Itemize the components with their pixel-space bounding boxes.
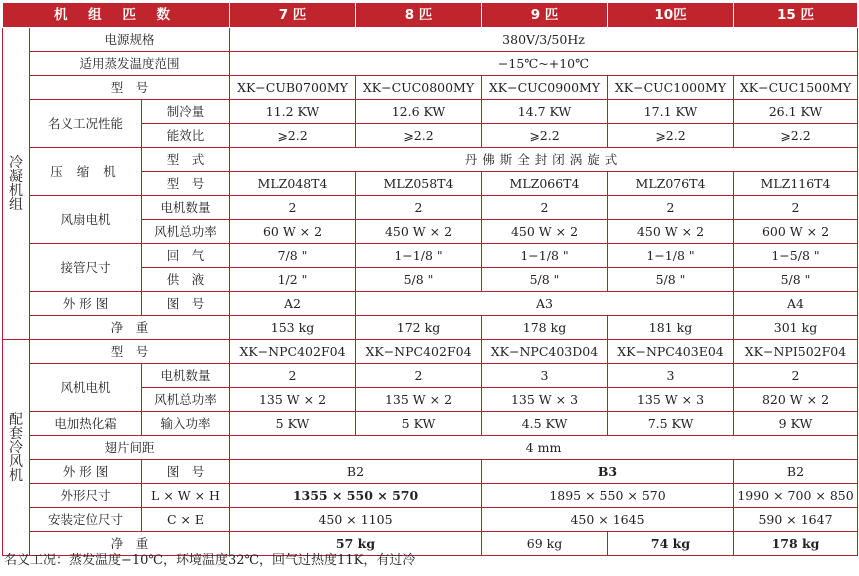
cooling-capacity-cell: 14.7 KW: [482, 100, 608, 124]
cooler-model-label: 型 号: [30, 340, 230, 364]
net-weight-label: 净 重: [30, 316, 230, 340]
input-power-cell: 4.5 KW: [482, 412, 608, 436]
mounting-unit: C × E: [142, 508, 230, 532]
net-weight-cell: 181 kg: [608, 316, 734, 340]
unit-cooler-category: [3, 340, 30, 556]
dimensions-cell: 1990 × 700 × 850: [734, 484, 858, 508]
unit-model-cell: XK−CUC0900MY: [482, 76, 608, 100]
cooler-model-cell: XK−NPC402F04: [356, 340, 482, 364]
compressor-type-value: 丹佛斯全封闭涡旋式: [230, 148, 858, 172]
cooler-weight-cell: 69 kg: [482, 532, 608, 556]
power-value: 380V/3/50Hz: [230, 28, 858, 52]
cooler-drawing-cell: B2: [230, 460, 482, 484]
table-row: [3, 148, 858, 172]
cooling-capacity-cell: 12.6 KW: [356, 100, 482, 124]
input-power-cell: 7.5 KW: [608, 412, 734, 436]
header-col-7hp: 7 匹: [230, 3, 356, 28]
cooler-drawing-cell: B2: [734, 460, 858, 484]
cooling-capacity-cell: 17.1 KW: [608, 100, 734, 124]
eer-cell: ⩾2.2: [734, 124, 858, 148]
cooler-model-cell: XK−NPC402F04: [230, 340, 356, 364]
input-power-cell: 5 KW: [356, 412, 482, 436]
unit-model-cell: XK−CUC0800MY: [356, 76, 482, 100]
header-col-9hp: 9 匹: [482, 3, 608, 28]
fan-power-cell: 450 W × 2: [608, 220, 734, 244]
table-row: [3, 436, 858, 460]
dimensions-unit: L × W × H: [142, 484, 230, 508]
category-char: 配: [9, 411, 23, 428]
header-col-10hp: 10匹: [608, 3, 734, 28]
cooler-fan-power-cell: 135 W × 2: [356, 388, 482, 412]
fan-count-label: 电机数量: [142, 196, 230, 220]
liquid-supply-cell: 5/8 ": [356, 268, 482, 292]
cooler-model-cell: XK−NPC403E04: [608, 340, 734, 364]
cooler-fan-count-cell: 2: [356, 364, 482, 388]
return-gas-cell: 1−1/8 ": [482, 244, 608, 268]
fan-motor-label: 风扇电机: [30, 196, 142, 244]
liquid-supply-label: 供 液: [142, 268, 230, 292]
cooler-fan-power-cell: 135 W × 3: [608, 388, 734, 412]
compressor-model-cell: MLZ058T4: [356, 172, 482, 196]
eer-cell: ⩾2.2: [608, 124, 734, 148]
header-unit-label: 机 组 匹 数: [3, 3, 230, 28]
compressor-model-label: 型 号: [142, 172, 230, 196]
net-weight-cell: 172 kg: [356, 316, 482, 340]
net-weight-cell: 178 kg: [482, 316, 608, 340]
cooler-fan-count-label: 电机数量: [142, 364, 230, 388]
return-gas-cell: 1−1/8 ": [356, 244, 482, 268]
liquid-supply-cell: 1/2 ": [230, 268, 356, 292]
return-gas-cell: 1−1/8 ": [608, 244, 734, 268]
compressor-model-cell: MLZ066T4: [482, 172, 608, 196]
category-char: 冷: [9, 154, 23, 171]
category-char: 机: [9, 182, 23, 199]
pipe-size-label: 接管尺寸: [30, 244, 142, 292]
table-row: [3, 28, 858, 52]
cooler-weight-cell: 178 kg: [734, 532, 858, 556]
unit-model-cell: XK−CUC1000MY: [608, 76, 734, 100]
eer-cell: ⩾2.2: [230, 124, 356, 148]
table-row: [3, 340, 858, 364]
compressor-type-label: 型 式: [142, 148, 230, 172]
cooler-weight-label: 净 重: [30, 532, 230, 556]
cooler-drawing-no-label: 图 号: [142, 460, 230, 484]
return-gas-cell: 1−5/8 ": [734, 244, 858, 268]
fan-count-cell: 2: [608, 196, 734, 220]
compressor-label: 压 缩 机: [30, 148, 142, 196]
fan-power-cell: 450 W × 2: [356, 220, 482, 244]
fan-count-cell: 2: [230, 196, 356, 220]
table-row: [3, 316, 858, 340]
fan-power-cell: 60 W × 2: [230, 220, 356, 244]
cooler-fan-count-cell: 2: [734, 364, 858, 388]
table-row: [3, 292, 858, 316]
rated-performance-label: 名义工况性能: [30, 100, 142, 148]
fin-spacing-value: 4 mm: [230, 436, 858, 460]
header-col-8hp: 8 匹: [356, 3, 482, 28]
cooling-capacity-cell: 11.2 KW: [230, 100, 356, 124]
fan-power-label: 风机总功率: [142, 220, 230, 244]
fan-count-cell: 2: [356, 196, 482, 220]
cooler-weight-cell: 57 kg: [230, 532, 482, 556]
compressor-model-cell: MLZ116T4: [734, 172, 858, 196]
table-row: [3, 412, 858, 436]
header-row: [3, 3, 858, 28]
eer-cell: ⩾2.2: [356, 124, 482, 148]
liquid-supply-cell: 5/8 ": [734, 268, 858, 292]
input-power-cell: 9 KW: [734, 412, 858, 436]
cooler-fan-count-cell: 3: [482, 364, 608, 388]
drawing-no-label: 图 号: [142, 292, 230, 316]
dimensions-cell: 1355 × 550 × 570: [230, 484, 482, 508]
drawing-no-cell: A3: [356, 292, 734, 316]
table-row: [3, 244, 858, 268]
drawing-no-cell: A2: [230, 292, 356, 316]
return-gas-cell: 7/8 ": [230, 244, 356, 268]
table-row: [3, 508, 858, 532]
compressor-model-cell: MLZ048T4: [230, 172, 356, 196]
mounting-cell: 450 × 1105: [230, 508, 482, 532]
fan-count-cell: 2: [482, 196, 608, 220]
liquid-supply-cell: 5/8 ": [608, 268, 734, 292]
fan-power-cell: 450 W × 2: [482, 220, 608, 244]
input-power-cell: 5 KW: [230, 412, 356, 436]
defrost-heater-label: 电加热化霜: [30, 412, 142, 436]
table-row: [3, 364, 858, 388]
mounting-cell: 450 × 1645: [482, 508, 734, 532]
category-char: 风: [9, 453, 23, 470]
category-char: 冷: [9, 439, 23, 456]
table-row: [3, 76, 858, 100]
unit-model-cell: XK−CUB0700MY: [230, 76, 356, 100]
category-char: 套: [9, 425, 23, 442]
header-col-15hp: 15 匹: [734, 3, 858, 28]
cooler-model-cell: XK−NPC403D04: [482, 340, 608, 364]
cooler-fan-power-label: 风机总功率: [142, 388, 230, 412]
cooler-fan-power-cell: 135 W × 3: [482, 388, 608, 412]
table-row: [3, 484, 858, 508]
net-weight-cell: 153 kg: [230, 316, 356, 340]
cooler-outline-label: 外 形 图: [30, 460, 142, 484]
net-weight-cell: 301 kg: [734, 316, 858, 340]
dimensions-cell: 1895 × 550 × 570: [482, 484, 734, 508]
cooling-capacity-cell: 26.1 KW: [734, 100, 858, 124]
cooler-fan-power-cell: 820 W × 2: [734, 388, 858, 412]
category-char: 凝: [9, 168, 23, 185]
fan-count-cell: 2: [734, 196, 858, 220]
mounting-cell: 590 × 1647: [734, 508, 858, 532]
unit-model-label: 型 号: [30, 76, 230, 100]
unit-model-cell: XK−CUC1500MY: [734, 76, 858, 100]
dimensions-label: 外形尺寸: [30, 484, 142, 508]
liquid-supply-cell: 5/8 ": [482, 268, 608, 292]
table-row: [3, 100, 858, 124]
cooler-weight-cell: 74 kg: [608, 532, 734, 556]
cooler-model-cell: XK−NPI502F04: [734, 340, 858, 364]
evap-range-label: 适用蒸发温度范围: [30, 52, 230, 76]
cooling-capacity-label: 制冷量: [142, 100, 230, 124]
eer-label: 能效比: [142, 124, 230, 148]
cooler-fan-count-cell: 2: [230, 364, 356, 388]
cooler-drawing-cell: B3: [482, 460, 734, 484]
return-gas-label: 回 气: [142, 244, 230, 268]
outline-drawing-label: 外 形 图: [30, 292, 142, 316]
drawing-no-cell: A4: [734, 292, 858, 316]
cooler-fan-label: 风机电机: [30, 364, 142, 412]
fin-spacing-label: 翅片间距: [30, 436, 230, 460]
input-power-label: 输入功率: [142, 412, 230, 436]
table-row: [3, 52, 858, 76]
spec-table: [2, 2, 858, 556]
table-row: [3, 196, 858, 220]
category-char: 组: [9, 196, 23, 213]
eer-cell: ⩾2.2: [482, 124, 608, 148]
cooler-fan-count-cell: 3: [608, 364, 734, 388]
condensing-unit-category: [3, 28, 30, 340]
table-row: [3, 460, 858, 484]
power-label: 电源规格: [30, 28, 230, 52]
category-char: 机: [9, 467, 23, 484]
footnote: 名义工况：蒸发温度−10℃，环境温度32℃，回气过热度11K，有过冷: [4, 553, 416, 568]
evap-range-value: −15℃~+10℃: [230, 52, 858, 76]
cooler-fan-power-cell: 135 W × 2: [230, 388, 356, 412]
fan-power-cell: 600 W × 2: [734, 220, 858, 244]
compressor-model-cell: MLZ076T4: [608, 172, 734, 196]
mounting-label: 安装定位尺寸: [30, 508, 142, 532]
